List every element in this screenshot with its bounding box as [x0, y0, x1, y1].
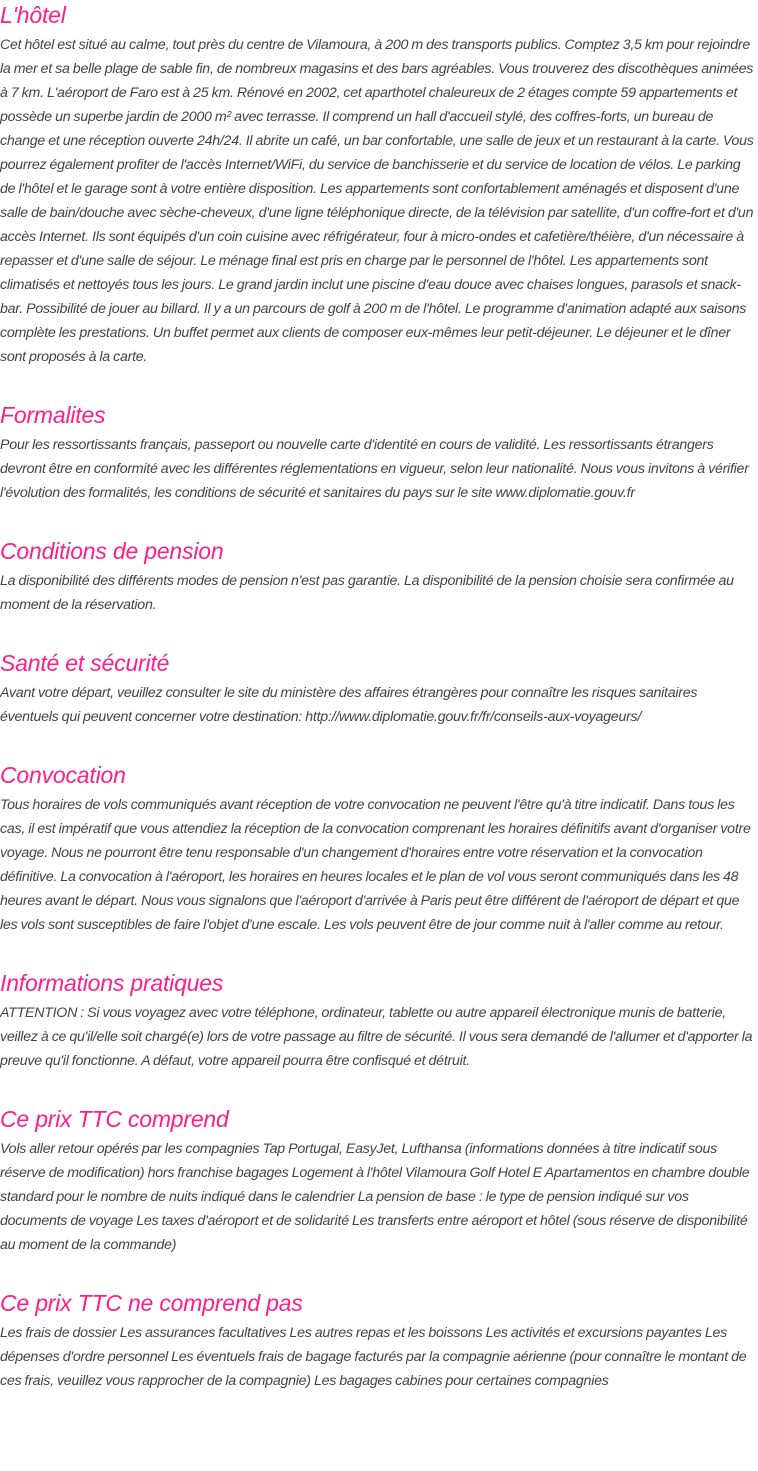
section-conditions-pension	[0, 536, 758, 617]
section-informations-pratiques	[0, 968, 758, 1073]
section-prix-comprend	[0, 1104, 758, 1257]
section-title-conditions-pension: Conditions de pension	[0, 538, 224, 564]
section-body-informations-pratiques: ATTENTION : Si vous voyagez avec votre téléphone, ordinateur, tablette ou autre appareil électronique munis de batterie, veillez à ce qu'il/elle soit chargé(e) lors de votre passage au filtre de sécurité. Il vous sera demandé de l'allumer et d'apporter la preuve qu'il fonctionne. A défaut, votre appareil pourra être confisqué et détruit.	[0, 1005, 753, 1069]
section-hotel	[0, 0, 758, 369]
section-title-hotel: L'hôtel	[0, 2, 66, 28]
section-formalites	[0, 400, 758, 505]
section-title-sante-securite: Santé et sécurité	[0, 650, 170, 676]
section-title-prix-ne-comprend-pas: Ce prix TTC ne comprend pas	[0, 1290, 303, 1316]
section-title-formalites: Formalites	[0, 402, 106, 428]
section-body-sante-securite: Avant votre départ, veuillez consulter le site du ministère des affaires étrangères pour connaître les risques sanitaires éventuels qui peuvent concerner votre destination: http://www.diplomatie.gouv.fr/fr/conseils-aux-voyageurs/	[0, 685, 698, 725]
section-body-convocation: Tous horaires de vols communiqués avant réception de votre convocation ne peuvent l'être qu'à titre indicatif. Dans tous les cas, il est impératif que vous attendiez la réception de la convocation comprenant les horaires définitifs avant d'organiser votre voyage. Nous ne pourront être tenu responsable d'un changement d'horaires entre votre réservation et la convocation définitive. La convocation à l'aéroport, les horaires en heures locales et le plan de vol vous seront communiqués dans les 48 heures avant le départ. Nous vous signalons que l'aéroport d'arrivée à Paris peut être différent de l'aéroport de départ et que les vols sont susceptibles de faire l'objet d'une escale. Les vols peuvent être de jour comme nuit à l'aller comme au retour.	[0, 797, 751, 933]
section-spacer	[0, 1257, 758, 1288]
section-spacer	[0, 729, 758, 760]
section-title-convocation: Convocation	[0, 762, 126, 788]
section-body-prix-comprend: Vols aller retour opérés par les compagnies Tap Portugal, EasyJet, Lufthansa (informations données à titre indicatif sous réserve de modification) hors franchise bagages Logement à l'hôtel Vilamoura Golf Hotel E Apartamentos en chambre double standard pour le nombre de nuits indiqué dans le calendrier La pension de base : le type de pension indiqué sur vos documents de voyage Les taxes d'aéroport et de solidarité Les transferts entre aéroport et hôtel (sous réserve de disponibilité au moment de la commande)	[0, 1141, 750, 1253]
section-body-hotel: Cet hôtel est situé au calme, tout près du centre de Vilamoura, à 200 m des transports publics. Comptez 3,5 km pour rejoindre la mer et sa belle plage de sable fin, de nombreux magasins et des bars agréables. Vous trouverez des discothèques animées à 7 km. L'aéroport de Faro est à 25 km. Rénové en 2002, cet aparthotel chaleureux de 2 étages compte 59 appartements et possède un superbe jardin de 2000 m² avec terrasse. Il comprend un hall d'accueil stylé, des coffres-forts, un bureau de change et une réception ouverte 24h/24. Il abrite un café, un bar confortable, une salle de jeux et un restaurant à la carte. Vous pourrez également profiter de l'accès Internet/WiFi, du service de banchisserie et du service de location de vélos. Le parking de l'hôtel et le garage sont à votre entière disposition. Les appartements sont confortablement aménagés et disposent d'une salle de bain/douche avec sèche-cheveux, d'une ligne téléphonique directe, de la télévision par satellite, d'un coffre-fort et d'un accès Internet. Ils sont équipés d'un coin cuisine avec réfrigérateur, four à micro-ondes et cafetière/théière, d'un nécessaire à repasser et d'une salle de séjour. Le ménage final est pris en charge par le personnel de l'hôtel. Les appartements sont climatisés et nettoyés tous les jours. Le grand jardin inclut une piscine d'eau douce avec chaises longues, parasols et snack-bar. Possibilité de jouer au billard. Il y a un parcours de golf à 200 m de l'hôtel. Le programme d'animation adapté aux saisons complète les prestations. Un buffet permet aux clients de composer eux-mêmes leur petit-déjeuner. Le déjeuner et le dîner sont proposés à la carte.	[0, 37, 754, 365]
section-title-prix-comprend: Ce prix TTC comprend	[0, 1106, 229, 1132]
section-sante-securite	[0, 648, 758, 729]
section-body-prix-ne-comprend-pas: Les frais de dossier Les assurances facultatives Les autres repas et les boissons Les activités et excursions payantes Les dépenses d'ordre personnel Les éventuels frais de bagage facturés par la compagnie aérienne (pour connaître le montant de ces frais, veuillez vous rapprocher de la compagnie) Les bagages cabines pour certaines compagnies	[0, 1325, 747, 1389]
section-spacer	[0, 617, 758, 648]
section-body-formalites: Pour les ressortissants français, passeport ou nouvelle carte d'identité en cours de validité. Les ressortissants étrangers devront être en conformité avec les différentes réglementations en vigueur, selon leur nationalité. Nous vous invitons à vérifier l'évolution des formalités, les conditions de sécurité et sanitaires du pays sur le site www.diplomatie.gouv.fr	[0, 437, 749, 501]
section-spacer	[0, 937, 758, 968]
section-body-conditions-pension: La disponibilité des différents modes de pension n'est pas garantie. La disponibilité de la pension choisie sera confirmée au moment de la réservation.	[0, 573, 734, 613]
section-spacer	[0, 369, 758, 400]
section-convocation	[0, 760, 758, 937]
section-spacer	[0, 505, 758, 536]
section-spacer	[0, 1073, 758, 1104]
section-prix-ne-comprend-pas	[0, 1288, 758, 1393]
section-title-informations-pratiques: Informations pratiques	[0, 970, 224, 996]
